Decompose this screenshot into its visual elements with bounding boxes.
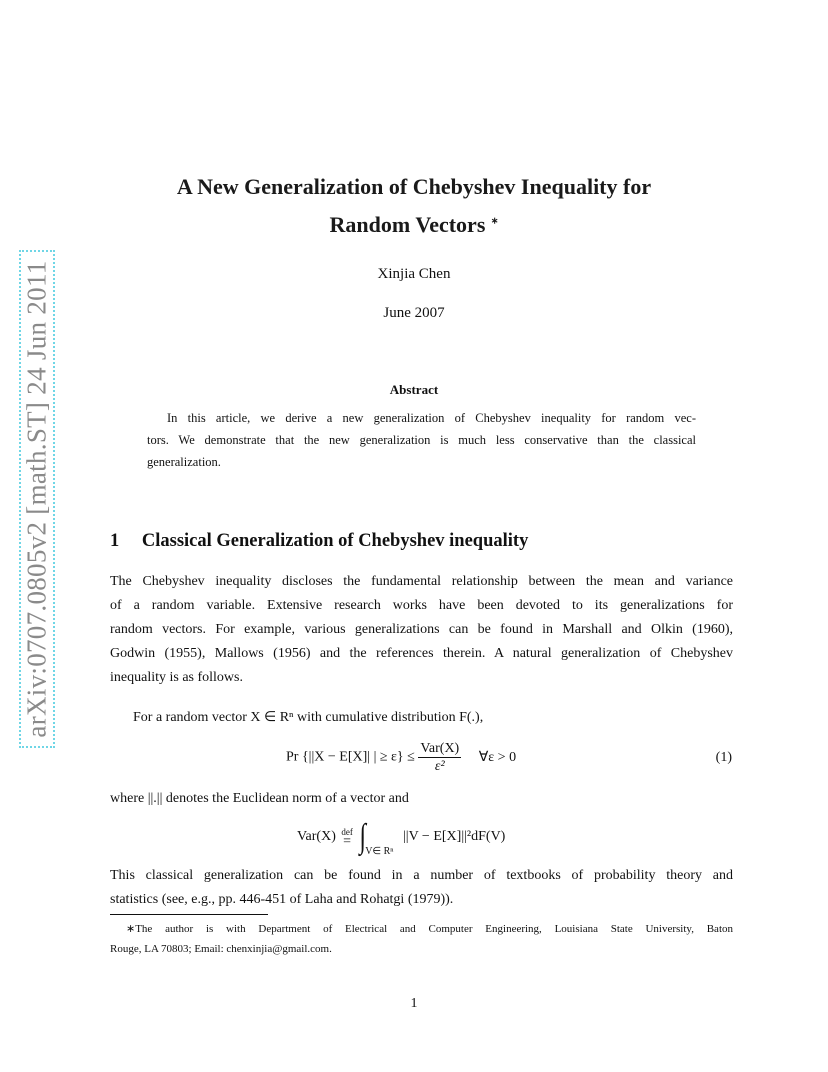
equation-2-left: Var(X) [297,829,336,844]
section-title: Classical Generalization of Chebyshev inequality [141,531,529,551]
arxiv-identifier: arXiv:0707.0805v2 [math.ST] 24 Jun 2011 [21,260,52,738]
equation-1-denominator: ε² [434,759,445,774]
equation-1-left: Pr {||X − E[X]| | ≥ ε} ≤ [286,749,415,765]
paper-title-line-2 [0,212,828,238]
paragraph-line: Godwin (1955), Mallows (1956) and the references therein. A natural generalization of Chebyshev [110,646,733,661]
equation-2-integrand: ||V − E[X]||²dF(V) [402,829,506,844]
integral-subscript: V∈ Rⁿ [365,846,394,858]
def-label: def [341,827,353,837]
paragraph-line: statistics (see, e.g., pp. 446-451 of Laha and Rohatgi (1979)). [110,892,454,907]
equation-1-numerator: Var(X) [420,741,460,756]
page-number: 1 [410,996,418,1011]
paper-title-line-1: A New Generalization of Chebyshev Inequality for [176,174,652,199]
abstract-line: In this article, we derive a new generalization of Chebyshev inequality for random vec- [167,411,696,425]
arxiv-stamp [19,250,55,748]
footnote-line: Rouge, LA 70803; Email: chenxinjia@gmail.com. [110,943,332,955]
paragraph-intro [110,570,733,690]
paper-title-text: Random Vectors [329,212,486,237]
footnote-line: ∗The author is with Department of Electrical and Computer Engineering, Louisiana State University, Baton [126,923,733,935]
equation-1-fraction [418,740,461,775]
footnote [110,919,733,959]
equation-1-number: (1) [715,750,732,765]
equals-sign: = [343,834,352,849]
paragraph-random-vector [110,706,733,730]
abstract-body [147,407,696,473]
footnote-divider [110,914,268,915]
author-name: Xinjia Chen [377,266,451,282]
paragraph-line: For a random vector X ∈ Rⁿ with cumulative distribution F(.), [133,710,484,725]
abstract-line: generalization. [147,455,221,469]
section-heading [110,531,528,552]
paragraph-line: of a random variable. Extensive research works have been devoted to its generalizations for [110,598,733,613]
paper-date: June 2007 [383,305,445,321]
paragraph-textbooks [110,864,733,912]
abstract-heading: Abstract [389,382,439,397]
paragraph-norm [110,787,733,811]
equation-2-def-equals [341,827,353,847]
title-footnote-mark: ∗ [490,215,499,226]
paragraph-line: This classical generalization can be found in a number of textbooks of probability theory and [110,868,733,883]
section-number: 1 [110,531,120,551]
equation-1-condition: ∀ε > 0 [478,749,517,765]
paragraph-line: inequality is as follows. [110,670,243,685]
paragraph-line: where ||.|| denotes the Euclidean norm of a vector and [110,791,409,806]
equation-1 [286,740,516,775]
equation-2 [297,818,505,856]
paragraph-line: random vectors. For example, various generalizations can be found in Marshall and Olkin (1960), [110,622,733,637]
paragraph-line: The Chebyshev inequality discloses the fundamental relationship between the mean and variance [110,574,733,589]
abstract-line: tors. We demonstrate that the new generalization is much less conservative than the classical [147,433,696,447]
integral-symbol: ∫ [359,818,367,855]
